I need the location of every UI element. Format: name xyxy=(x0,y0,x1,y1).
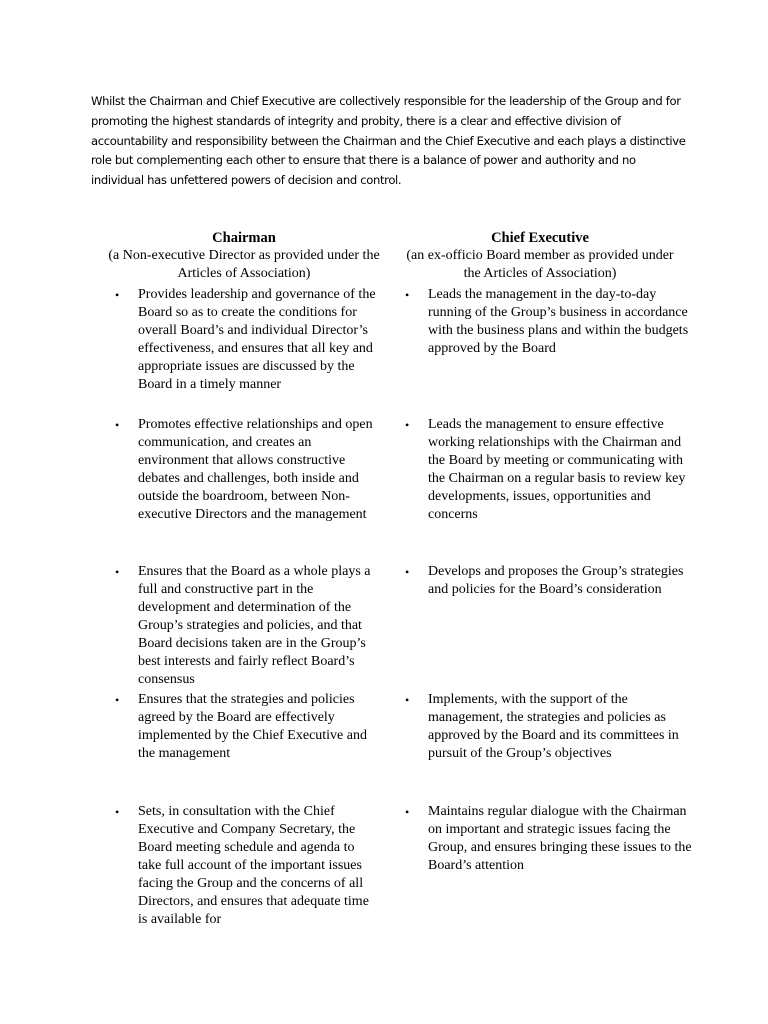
intro-paragraph: Whilst the Chairman and Chief Executive are collectively responsible for the leadership of the Group and for promoting the highest standards of integrity and probity, there is a clear and effective division of accountability and responsibility between the Chairman and the Chief Executive and each plays a distinctive role but complementing each other to ensure that there is a balance of power and authority and no individual has unfettered powers of decision and control. xyxy=(91,94,686,188)
chief-executive-column xyxy=(398,229,692,873)
chief-executive-point-text: Maintains regular dialogue with the Chairman on important and strategic issues facing the Group, and ensures bringing these issues to the Board’s attention xyxy=(428,804,692,873)
chief-executive-point-text: Implements, with the support of the management, the strategies and policies as approved by the Board and its committees in pursuit of the Group’s objectives xyxy=(428,692,679,761)
bullet-icon: • xyxy=(115,693,120,707)
chairman-point-text: Ensures that the Board as a whole plays a full and constructive part in the development and determination of the Group’s strategies and policies, and that Board decisions taken are in the Group’s best interests and fairly reflect Board’s consensus xyxy=(138,564,371,687)
chief-executive-title: Chief Executive xyxy=(491,230,589,246)
chairman-subtitle: (a Non-executive Director as provided under the Articles of Association) xyxy=(108,248,380,281)
bullet-icon: • xyxy=(405,288,410,302)
bullet-icon: • xyxy=(115,565,120,579)
bullet-icon: • xyxy=(115,805,120,819)
bullet-icon: • xyxy=(405,805,410,819)
chairman-point-text: Promotes effective relationships and open communication, and creates an environment that allows constructive debates and challenges, both inside and outside the boardroom, between Non-executive Directors and the management xyxy=(138,417,373,522)
chairman-point-text: Sets, in consultation with the Chief Executive and Company Secretary, the Board meeting schedule and agenda to take full account of the important issues facing the Group and the concerns of all Directors, and ensures that adequate time is available for xyxy=(138,804,369,927)
chairman-point-text: Provides leadership and governance of the Board so as to create the conditions for overall Board’s and individual Director’s effectiveness, and ensures that all key and appropriate issues are discussed by the Board in a timely manner xyxy=(138,287,376,392)
chairman-heading xyxy=(108,229,380,283)
chief-executive-heading xyxy=(398,229,682,283)
bullet-icon: • xyxy=(115,418,120,432)
chief-executive-point-text: Leads the management to ensure effective working relationships with the Chairman and the Board by meeting or communicating with the Chairman on a regular basis to review key developments, issues, opportunities and concerns xyxy=(428,417,686,522)
chairman-title: Chairman xyxy=(212,230,276,246)
chief-executive-point-text: Develops and proposes the Group’s strategies and policies for the Board’s consideration xyxy=(428,564,684,597)
chief-executive-point-text: Leads the management in the day-to-day running of the Group’s business in accordance with the business plans and within the budgets approved by the Board xyxy=(428,287,689,356)
bullet-icon: • xyxy=(405,565,410,579)
chairman-column xyxy=(108,229,380,927)
chairman-point-text: Ensures that the strategies and policies agreed by the Board are effectively implemented by the Chief Executive and the management xyxy=(138,692,367,761)
chief-executive-subtitle: (an ex-officio Board member as provided under the Articles of Association) xyxy=(406,248,674,281)
bullet-icon: • xyxy=(405,418,410,432)
bullet-icon: • xyxy=(115,288,120,302)
bullet-icon: • xyxy=(405,693,410,707)
